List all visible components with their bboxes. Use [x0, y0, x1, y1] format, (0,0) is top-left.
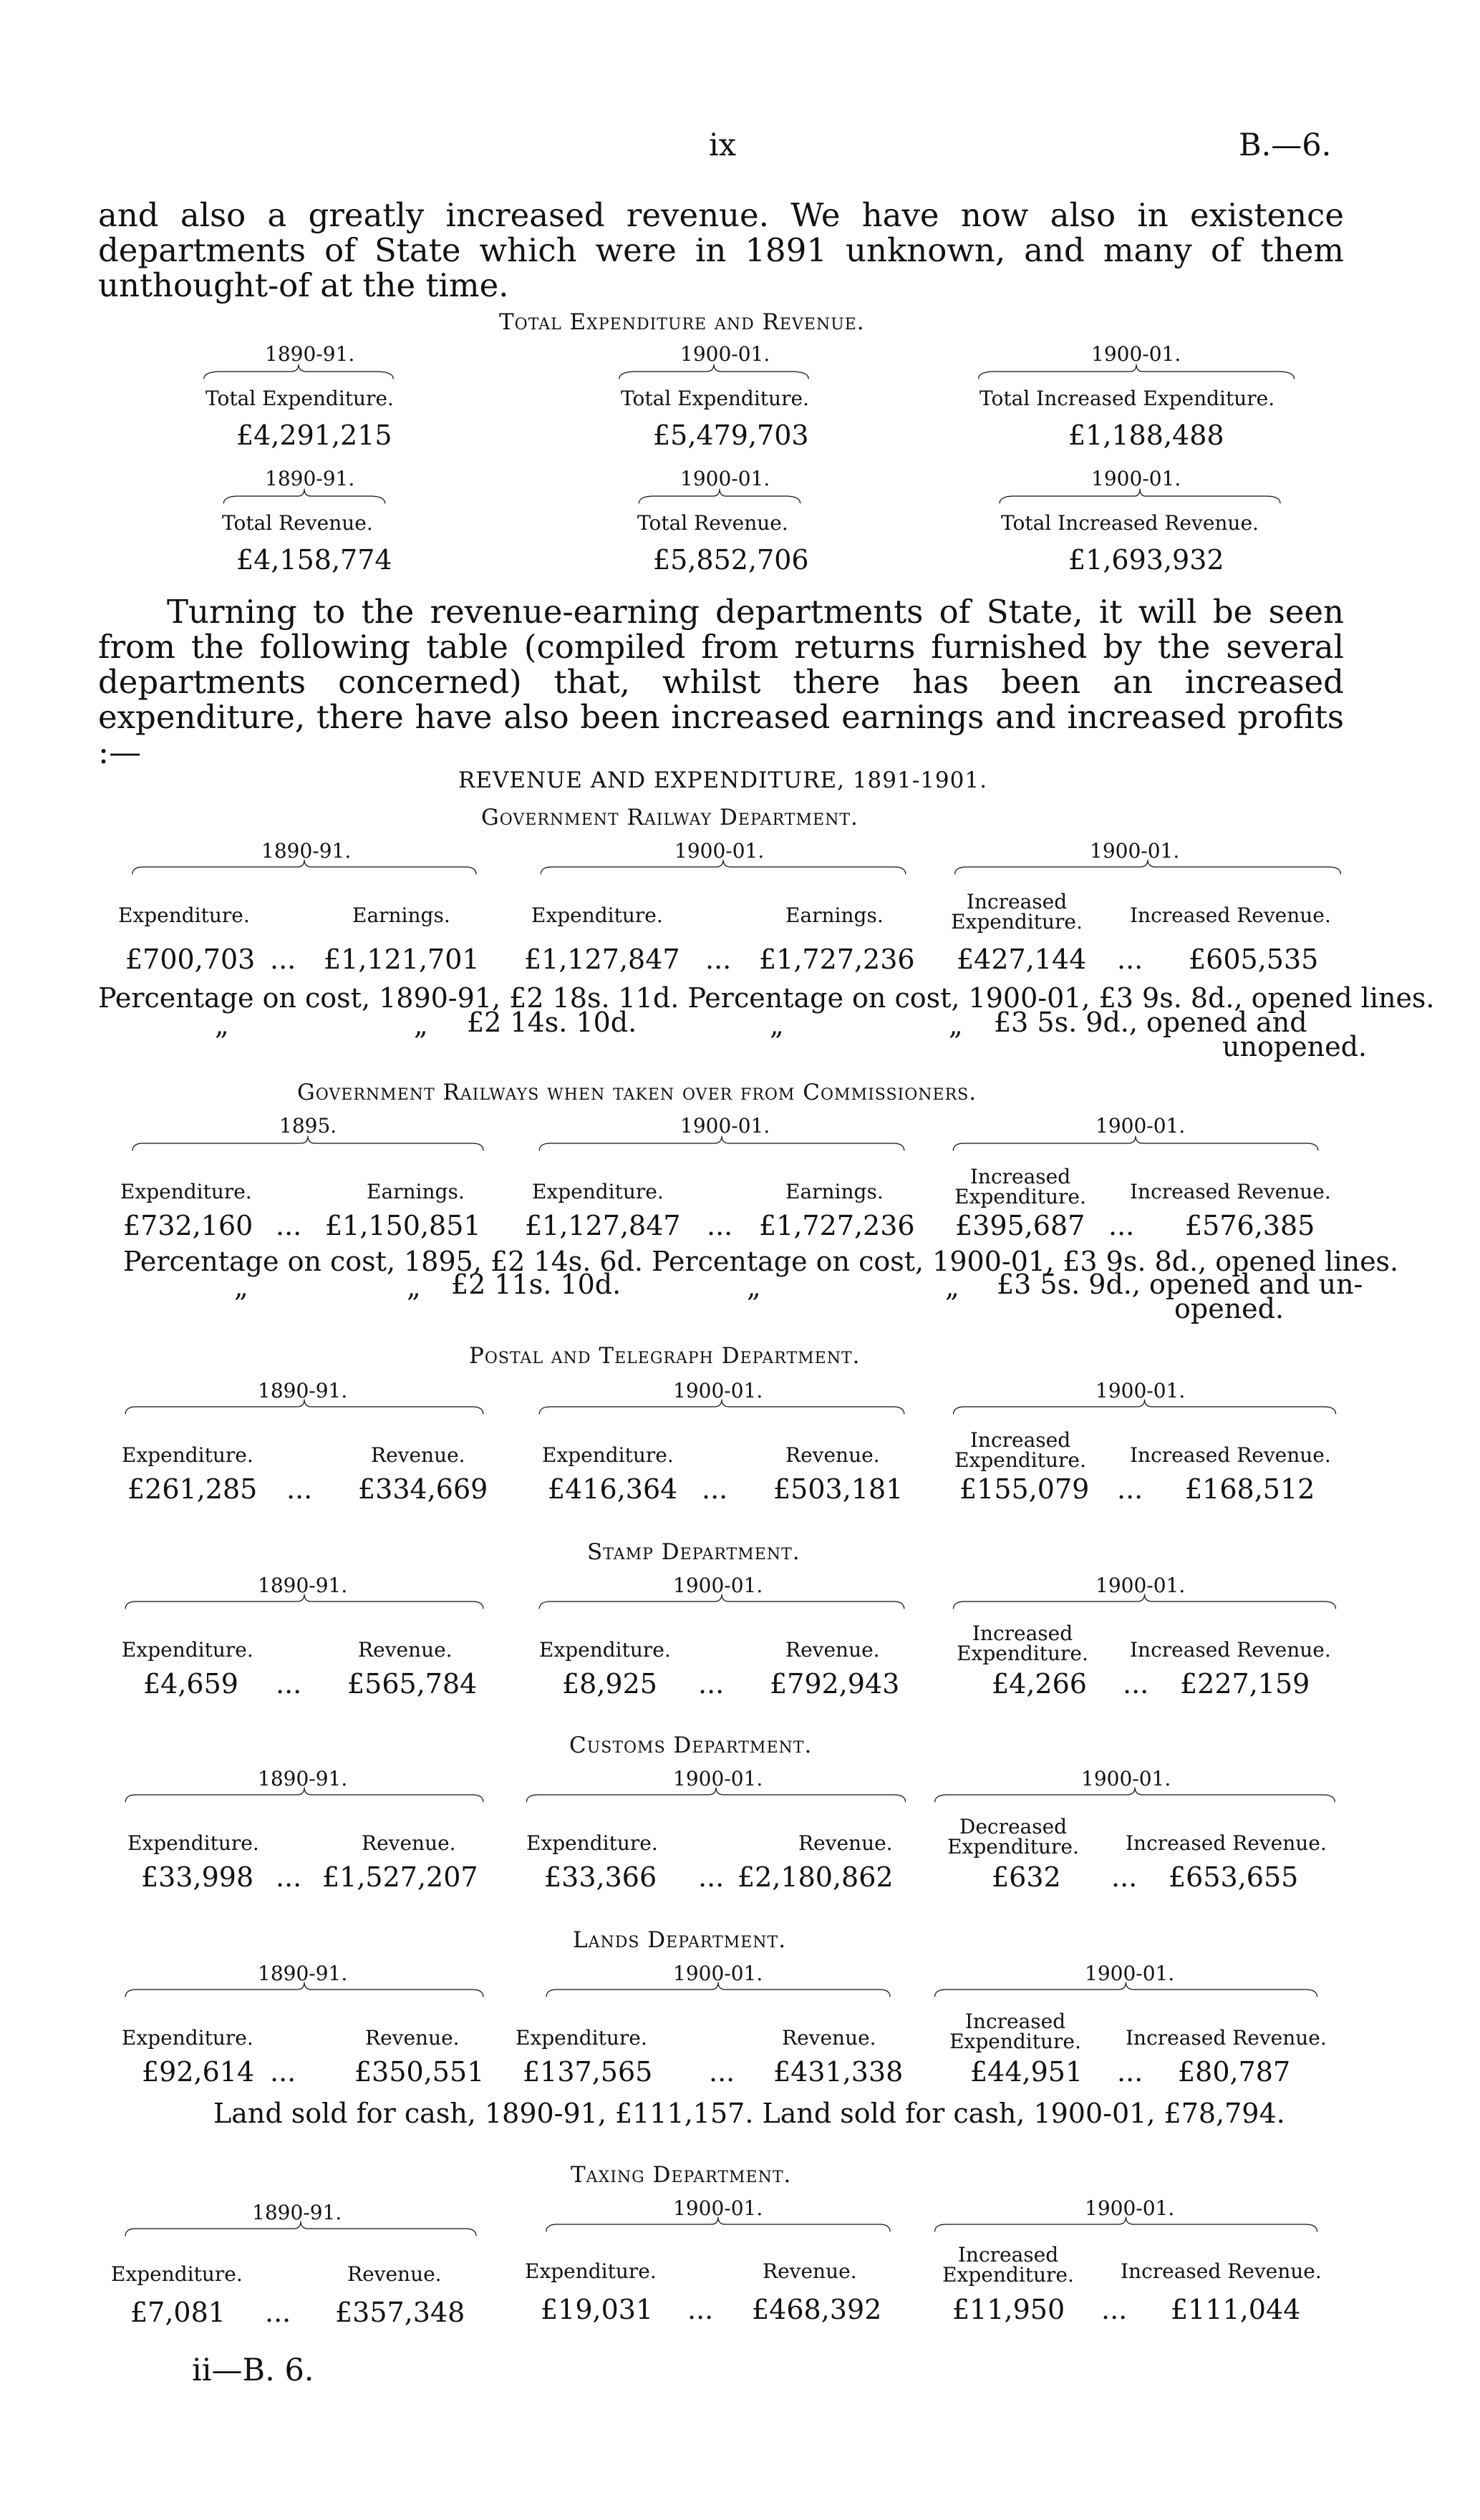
value: £33,366 — [544, 1861, 657, 1893]
ditto-mark: „ — [770, 1009, 784, 1041]
year-label: 1890-91. — [258, 1379, 348, 1402]
column-header: Expenditure. — [532, 1180, 664, 1203]
percentage-note: opened. — [1174, 1293, 1285, 1324]
land-sold-note: Land sold for cash, 1890-91, £111,157. Land sold for cash, 1900-01, £78,794. — [213, 2098, 1285, 2129]
column-label: Total Increased Expenditure. — [980, 387, 1275, 410]
year-label: 1900-01. — [1090, 839, 1180, 863]
brace — [949, 1592, 1340, 1611]
value: £155,079 — [959, 1473, 1090, 1505]
value: £80,787 — [1178, 2056, 1291, 2088]
column-header: Revenue. — [347, 2262, 442, 2286]
value: £1,127,847 — [524, 944, 680, 975]
value: £33,998 — [141, 1861, 254, 1893]
value: £1,127,847 — [525, 1210, 681, 1241]
value: £4,158,774 — [236, 544, 392, 576]
year-label: 1890-91. — [258, 1574, 348, 1597]
year-label: 1890-91. — [258, 1962, 348, 1985]
value: £427,144 — [957, 944, 1087, 975]
page-number: ix — [709, 127, 737, 163]
value: £1,727,236 — [759, 1210, 915, 1241]
ellipsis: ... — [698, 1861, 725, 1893]
value: £334,669 — [358, 1473, 488, 1505]
column-header: Expenditure. — [118, 903, 250, 927]
ellipsis: ... — [1108, 1210, 1135, 1241]
brace — [537, 858, 909, 876]
ellipsis: ... — [276, 1861, 302, 1893]
percentage-note: unopened. — [1222, 1031, 1368, 1062]
section-title: Stamp Department. — [587, 1539, 801, 1565]
section-title: Postal and Telegraph Department. — [469, 1343, 861, 1369]
brace — [536, 1397, 908, 1416]
value: £111,044 — [1171, 2294, 1301, 2325]
brace — [222, 487, 387, 505]
column-header: Increased Revenue. — [1126, 2026, 1327, 2050]
brace — [129, 1134, 487, 1153]
ellipsis: ... — [1101, 2294, 1128, 2325]
brace — [202, 362, 395, 381]
year-label: 1900-01. — [673, 1574, 763, 1597]
value: £137,565 — [523, 2056, 653, 2088]
value: £7,081 — [130, 2297, 226, 2328]
ellipsis: ... — [265, 2297, 291, 2328]
ellipsis: ... — [707, 1210, 733, 1241]
year-label: 1900-01. — [1091, 467, 1181, 490]
brace — [931, 1980, 1321, 1999]
percentage-note: Percentage on cost, 1890-91, £2 18s. 11d. Percentage on cost, 1900-01, £3 9s. 8d., opened lines. — [98, 982, 1435, 1014]
year-label: 1900-01. — [680, 342, 770, 366]
value: £632 — [992, 1861, 1061, 1893]
brace — [617, 362, 811, 381]
year-label: 1900-01. — [1081, 1767, 1171, 1790]
column-header: Expenditure. — [122, 1443, 253, 1467]
column-header: Increased Revenue. — [1130, 1638, 1331, 1662]
value: £8,925 — [562, 1668, 657, 1700]
year-label: 1900-01. — [673, 2196, 763, 2220]
value: £1,693,932 — [1068, 544, 1224, 576]
column-label: Total Expenditure. — [621, 387, 809, 410]
year-label: 1890-91. — [252, 2201, 342, 2224]
brace — [931, 2215, 1321, 2234]
percentage-note: £3 5s. 9d., opened and un- — [997, 1269, 1363, 1300]
column-label: Total Increased Revenue. — [1001, 511, 1259, 535]
column-header: Revenue. — [365, 2026, 460, 2050]
brace — [975, 362, 1297, 381]
brace — [122, 1397, 487, 1416]
brace — [122, 1785, 487, 1804]
ellipsis: ... — [1111, 1861, 1138, 1893]
column-header: Increased Revenue. — [1121, 2259, 1322, 2283]
value: £468,392 — [752, 2294, 882, 2325]
column-header: Earnings. — [785, 903, 884, 927]
year-label: 1900-01. — [1085, 1962, 1175, 1985]
ditto-mark: „ — [945, 1271, 959, 1303]
ellipsis: ... — [698, 1668, 725, 1700]
brace — [951, 858, 1345, 876]
column-header: Expenditure. — [531, 903, 663, 927]
brace — [931, 1785, 1339, 1804]
column-header: Revenue. — [798, 1831, 893, 1855]
year-label: 1890-91. — [265, 342, 355, 366]
total-heading: Total Expenditure and Revenue. — [499, 309, 865, 335]
value: £168,512 — [1185, 1473, 1315, 1505]
document-reference: B.—6. — [1239, 127, 1332, 163]
year-label: 1900-01. — [680, 1114, 770, 1138]
column-header: Increased Expenditure. — [949, 2010, 1081, 2053]
brace — [523, 1785, 909, 1804]
column-header: Revenue. — [782, 2026, 876, 2050]
ellipsis: ... — [702, 1473, 728, 1505]
ellipsis: ... — [687, 2294, 714, 2325]
value: £565,784 — [347, 1668, 478, 1700]
value: £732,160 — [123, 1210, 253, 1241]
column-label: Total Expenditure. — [205, 387, 394, 410]
percentage-note: Percentage on cost, 1895, £2 14s. 6d. Percentage on cost, 1900-01, £3 9s. 8d., opened lines. — [123, 1246, 1399, 1277]
year-label: 1900-01. — [673, 1962, 763, 1985]
ditto-mark: „ — [215, 1009, 229, 1041]
value: £605,535 — [1189, 944, 1319, 975]
ellipsis: ... — [1117, 944, 1143, 975]
value: £431,338 — [773, 2056, 904, 2088]
ellipsis: ... — [270, 944, 296, 975]
year-label: 1895. — [279, 1114, 337, 1138]
year-label: 1900-01. — [1091, 342, 1181, 366]
value: £4,266 — [992, 1668, 1087, 1700]
intro-paragraph: and also a greatly increased revenue. We have now also in existence departments of State which were in 1891 unknown, and many of them unthought-of at the time. — [98, 196, 1344, 304]
brace — [949, 1397, 1340, 1416]
value: £5,479,703 — [653, 420, 809, 451]
column-header: Earnings. — [367, 1180, 465, 1203]
column-header: Increased Expenditure. — [951, 890, 1083, 934]
year-label: 1890-91. — [265, 467, 355, 490]
value: £350,551 — [354, 2056, 485, 2088]
value: £4,291,215 — [236, 420, 392, 451]
value: £576,385 — [1185, 1210, 1315, 1241]
column-header: Revenue. — [785, 1638, 880, 1662]
main-heading: REVENUE AND EXPENDITURE, 1891-1901. — [458, 767, 987, 793]
brace — [543, 1980, 894, 1999]
ellipsis: ... — [1123, 1668, 1149, 1700]
value: £11,950 — [952, 2294, 1065, 2325]
value: £2,180,862 — [737, 1861, 894, 1893]
column-header: Earnings. — [785, 1180, 884, 1203]
column-label: Total Revenue. — [222, 511, 373, 535]
brace — [122, 1592, 487, 1611]
column-header: Revenue. — [358, 1638, 453, 1662]
year-label: 1900-01. — [1096, 1379, 1186, 1402]
brace — [949, 1134, 1322, 1153]
value: £44,951 — [970, 2056, 1083, 2088]
section-title: Customs Department. — [569, 1732, 813, 1758]
value: £395,687 — [955, 1210, 1085, 1241]
column-header: Earnings. — [352, 903, 450, 927]
ellipsis: ... — [705, 944, 732, 975]
value: £416,364 — [548, 1473, 678, 1505]
value: £357,348 — [335, 2297, 465, 2328]
column-header: Revenue. — [763, 2259, 857, 2283]
ellipsis: ... — [286, 1473, 313, 1505]
column-header: Expenditure. — [525, 2259, 657, 2283]
ellipsis: ... — [276, 1210, 302, 1241]
column-header: Increased Revenue. — [1126, 1831, 1327, 1855]
second-paragraph: Turning to the revenue-earning departments of State, it will be seen from the following table (compiled from returns furnished by the several departments concerned) that, whilst there has been an increased expenditure, there have also been increased earnings and increased profits :— — [98, 593, 1344, 771]
column-header: Increased Expenditure. — [954, 1428, 1086, 1472]
ellipsis: ... — [1117, 1473, 1143, 1505]
column-header: Expenditure. — [516, 2026, 647, 2050]
column-header: Increased Expenditure. — [957, 1622, 1088, 1665]
value: £1,188,488 — [1068, 420, 1224, 451]
footer-signature: ii—B. 6. — [192, 2352, 314, 2388]
year-label: 1900-01. — [674, 839, 765, 863]
brace — [536, 1592, 908, 1611]
value: £1,727,236 — [759, 944, 915, 975]
ellipsis: ... — [270, 2056, 296, 2088]
column-label: Total Revenue. — [637, 511, 788, 535]
column-header: Expenditure. — [120, 1180, 252, 1203]
brace — [997, 487, 1283, 505]
column-header: Expenditure. — [542, 1443, 674, 1467]
value: £1,150,851 — [325, 1210, 481, 1241]
value: £92,614 — [142, 2056, 255, 2088]
brace — [536, 1134, 908, 1153]
value: £653,655 — [1169, 1861, 1299, 1893]
value: £5,852,706 — [653, 544, 809, 576]
section-title: Government Railways when taken over from Commissioners. — [297, 1080, 977, 1105]
column-header: Increased Expenditure. — [954, 1165, 1086, 1208]
value: £261,285 — [127, 1473, 258, 1505]
section-title: Lands Department. — [573, 1927, 787, 1953]
column-header: Revenue. — [362, 1831, 456, 1855]
column-header: Revenue. — [371, 1443, 465, 1467]
ditto-mark: „ — [407, 1271, 421, 1303]
column-header: Expenditure. — [539, 1638, 671, 1662]
value: £503,181 — [773, 1473, 904, 1505]
ellipsis: ... — [709, 2056, 735, 2088]
year-label: 1900-01. — [673, 1379, 763, 1402]
brace — [637, 487, 802, 505]
column-header: Expenditure. — [526, 1831, 658, 1855]
column-header: Revenue. — [785, 1443, 880, 1467]
brace — [543, 2215, 894, 2234]
ellipsis: ... — [276, 1668, 302, 1700]
year-label: 1900-01. — [1085, 2196, 1175, 2220]
value: £700,703 — [125, 944, 256, 975]
value: £792,943 — [770, 1668, 900, 1700]
brace — [129, 858, 480, 876]
percentage-note: £3 5s. 9d., opened and — [994, 1007, 1307, 1038]
column-header: Increased Revenue. — [1130, 1443, 1331, 1467]
brace — [122, 2219, 480, 2238]
year-label: 1900-01. — [1096, 1114, 1186, 1138]
column-header: Expenditure. — [122, 2026, 253, 2050]
year-label: 1900-01. — [1096, 1574, 1186, 1597]
column-header: Expenditure. — [111, 2262, 243, 2286]
percentage-note: £2 11s. 10d. — [451, 1269, 621, 1300]
column-header: Expenditure. — [122, 1638, 253, 1662]
year-label: 1900-01. — [680, 467, 770, 490]
value: £1,121,701 — [324, 944, 480, 975]
column-header: Expenditure. — [127, 1831, 259, 1855]
column-header: Increased Revenue. — [1130, 903, 1331, 927]
section-title: Government Railway Department. — [481, 805, 859, 830]
year-label: 1900-01. — [673, 1767, 763, 1790]
value: £1,527,207 — [322, 1861, 478, 1893]
percentage-note: £2 14s. 10d. — [467, 1007, 637, 1038]
ditto-mark: „ — [234, 1271, 248, 1303]
column-header: Increased Expenditure. — [942, 2243, 1074, 2287]
ditto-mark: „ — [949, 1009, 963, 1041]
value: £227,159 — [1180, 1668, 1310, 1700]
year-label: 1890-91. — [261, 839, 352, 863]
ditto-mark: „ — [414, 1009, 428, 1041]
value: £4,659 — [143, 1668, 238, 1700]
ellipsis: ... — [1117, 2056, 1143, 2088]
column-header: Decreased Expenditure. — [947, 1815, 1079, 1858]
section-title: Taxing Department. — [571, 2162, 792, 2188]
brace — [122, 1980, 487, 1999]
ditto-mark: „ — [747, 1271, 761, 1303]
value: £19,031 — [541, 2294, 654, 2325]
column-header: Increased Revenue. — [1130, 1180, 1331, 1203]
year-label: 1890-91. — [258, 1767, 348, 1790]
